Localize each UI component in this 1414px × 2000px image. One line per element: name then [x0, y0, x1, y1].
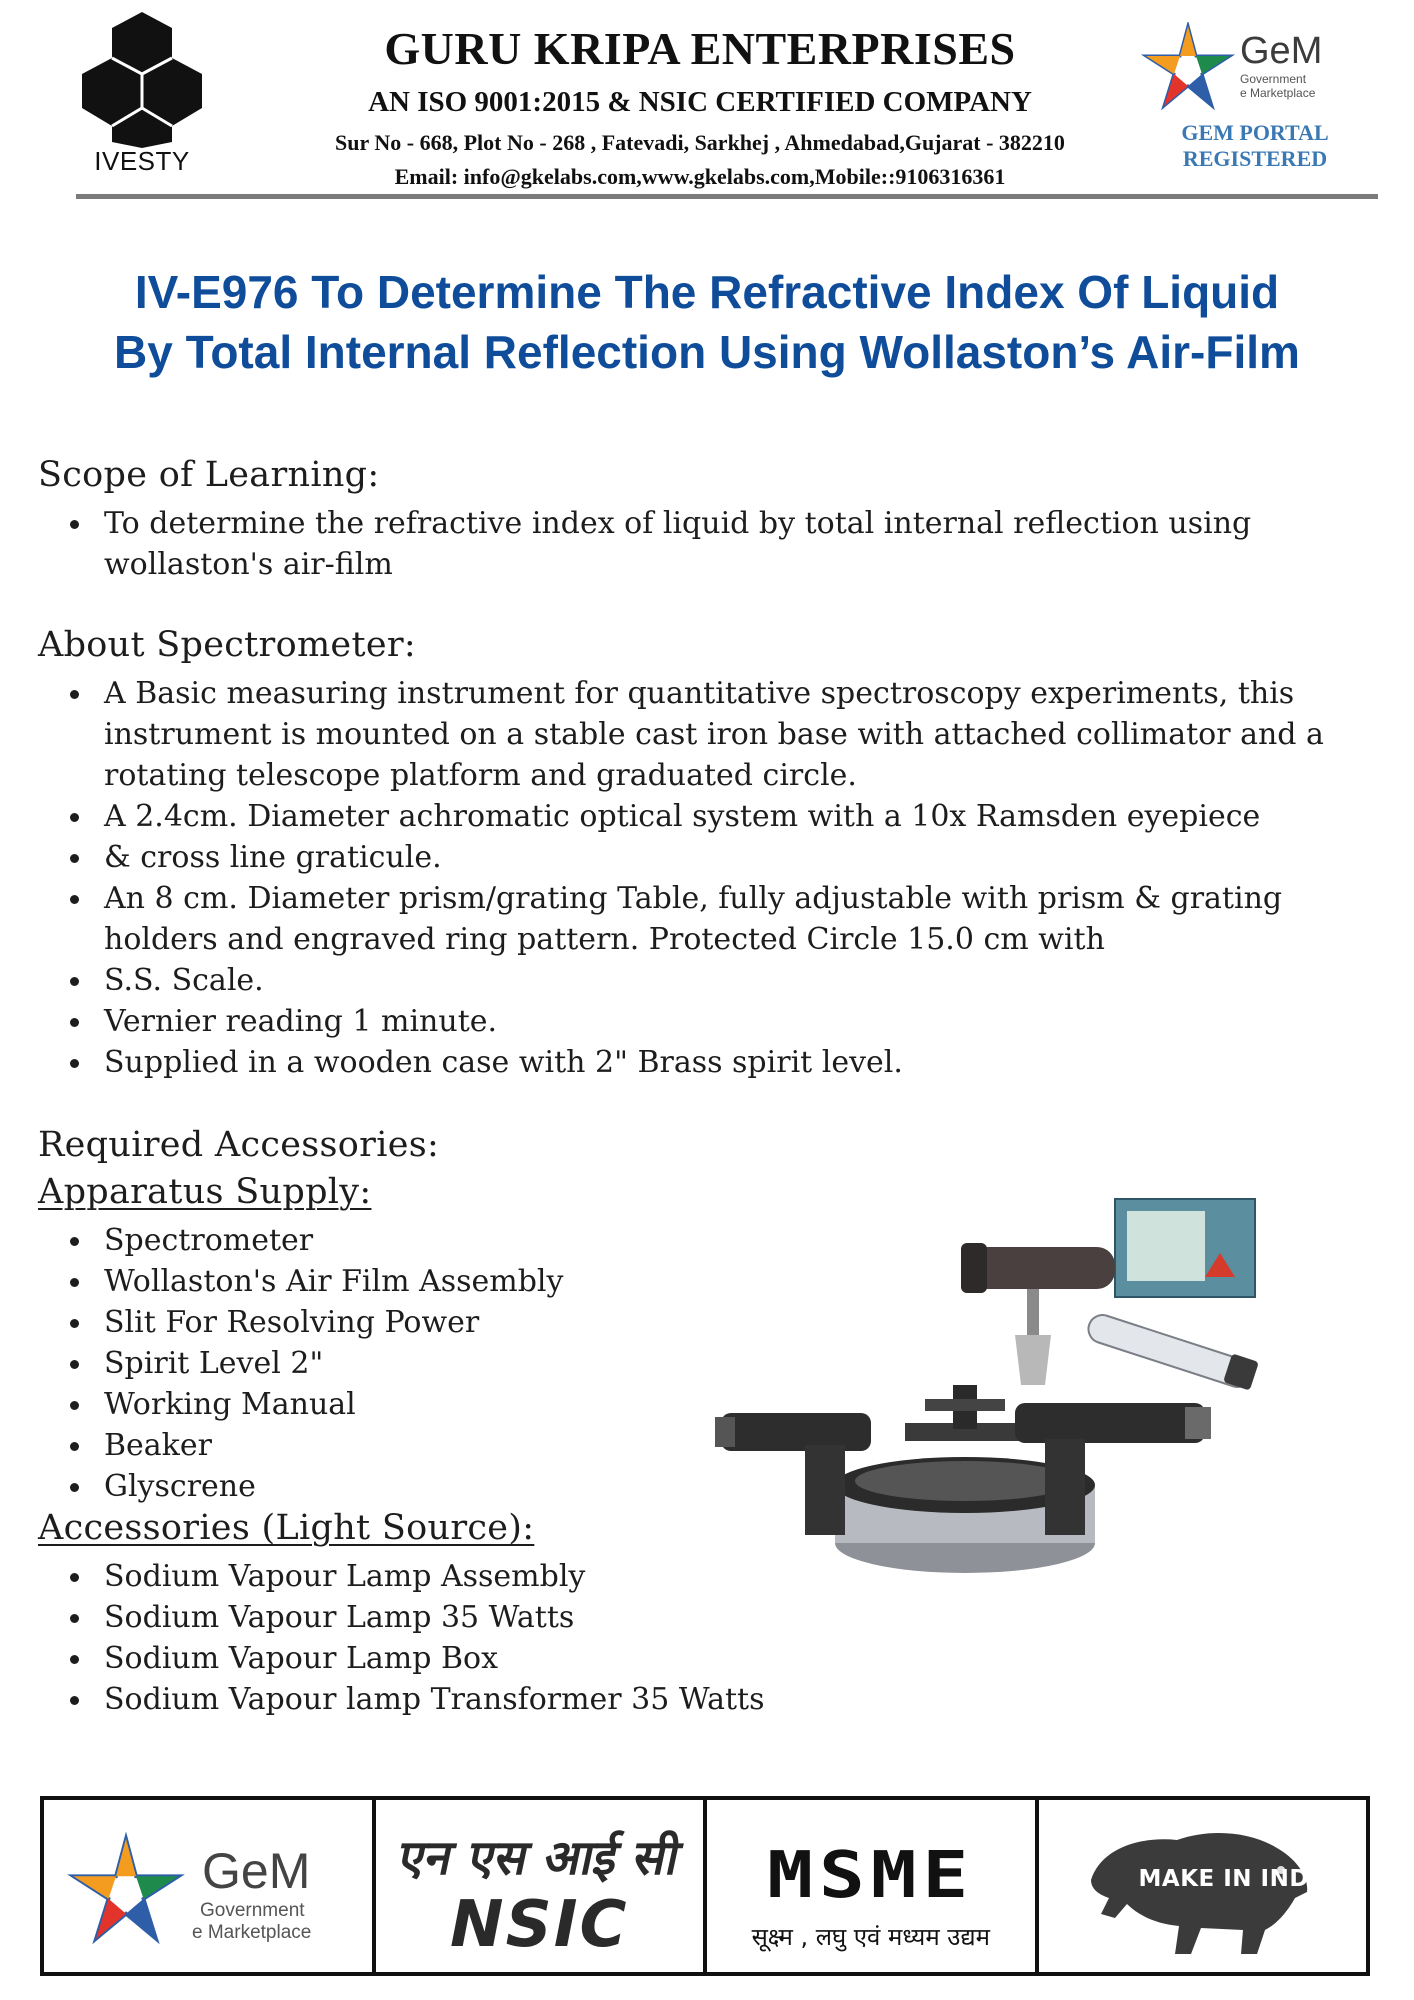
spectrometer-illustration [715, 1185, 1280, 1605]
footer-logo-strip [40, 1796, 1370, 1976]
gem-portal-line2: REGISTERED [1182, 146, 1328, 171]
gem-star-icon [1140, 22, 1236, 112]
list-item: A Basic measuring instrument for quantitative spectroscopy experiments, this instrument is mounted on a stable cast iron base with attached collimator and a rotating telescope platform and graduated circle. [62, 673, 1382, 796]
gem-header-logo [1140, 22, 1360, 182]
list-item: Slit For Resolving Power [62, 1302, 702, 1343]
footer-msme-logo [707, 1800, 1039, 1972]
company-name: GURU KRIPA ENTERPRISES [384, 23, 1016, 74]
list-item: & cross line graticule. [62, 837, 1382, 878]
list-item: Sodium Vapour Lamp Box [62, 1638, 882, 1679]
title-line-1: IV-E976 To Determine The Refractive Index Of Liquid [134, 266, 1280, 318]
scope-heading: Scope of Learning: [38, 455, 380, 495]
nsic-hindi-text: एन एस आई सी [393, 1830, 685, 1886]
list-item: Spirit Level 2" [62, 1343, 702, 1384]
gem-header-sub2: e Marketplace [1240, 86, 1316, 100]
apparatus-list [62, 1220, 702, 1507]
list-item: S.S. Scale. [62, 960, 1382, 1001]
gem-header-word: GeM [1240, 30, 1323, 72]
spectrometer-product-image [715, 1185, 1280, 1605]
msme-text: MSME [767, 1836, 975, 1913]
list-item: Wollaston's Air Film Assembly [62, 1261, 702, 1302]
title-line-2: By Total Internal Reflection Using Wollaston’s Air-Film [114, 326, 1300, 378]
gem-portal-badge [1140, 120, 1370, 172]
list-item: Supplied in a wooden case with 2" Brass spirit level. [62, 1042, 1382, 1083]
company-address: Sur No - 668, Plot No - 268 , Fatevadi, Sarkhej , Ahmedabad,Gujarat - 382210 [335, 130, 1065, 155]
footer-gem-sub2: e Marketplace [192, 1922, 312, 1943]
footer-nsic-logo [376, 1800, 708, 1972]
nsic-latin-text: NSIC [450, 1888, 629, 1962]
list-item: An 8 cm. Diameter prism/grating Table, fully adjustable with prism & grating holders and engraved ring pattern. Protected Circle 15.0 cm with [62, 878, 1382, 960]
list-item: Sodium Vapour Lamp 35 Watts [62, 1597, 882, 1638]
list-item: Spectrometer [62, 1220, 702, 1261]
light-source-heading: Accessories (Light Source): [38, 1508, 535, 1548]
document-title [60, 262, 1354, 382]
list-item: Sodium Vapour lamp Transformer 35 Watts [62, 1679, 882, 1720]
ivesty-cube-icon [72, 8, 212, 148]
list-item: Beaker [62, 1425, 702, 1466]
list-item: Vernier reading 1 minute. [62, 1001, 1382, 1042]
company-tagline: AN ISO 9001:2015 & NSIC CERTIFIED COMPANY [368, 86, 1032, 118]
footer-make-in-india-logo [1039, 1800, 1367, 1972]
letterhead [0, 0, 1414, 205]
ivesty-logo-text: IVESTY [94, 146, 190, 176]
list-item: A 2.4cm. Diameter achromatic optical system with a 10x Ramsden eyepiece [62, 796, 1382, 837]
footer-gem-word: GeM [202, 1843, 311, 1899]
apparatus-heading: Apparatus Supply: [38, 1172, 372, 1212]
scope-list [62, 503, 1352, 585]
list-item: To determine the refractive index of liquid by total internal reflection using wollaston's air-film [62, 503, 1352, 585]
list-item: Working Manual [62, 1384, 702, 1425]
list-item: Glyscrene [62, 1466, 702, 1507]
gem-star-icon [66, 1830, 186, 1950]
gem-portal-line1: GEM PORTAL [1181, 120, 1329, 145]
footer-gem-sub1: Government [200, 1900, 305, 1921]
accessories-heading: Required Accessories: [38, 1125, 440, 1165]
gem-header-sub1: Government [1240, 72, 1307, 86]
make-in-india-text: MAKE IN INDIA [1138, 1866, 1337, 1892]
company-contact: Email: info@gkelabs.com,www.gkelabs.com,Mobile::9106316361 [394, 164, 1006, 189]
spectrometer-heading: About Spectrometer: [38, 625, 416, 665]
spectrometer-list [62, 673, 1382, 1083]
msme-hindi-text: सूक्ष्म , लघु एवं मध्यम उद्यम [751, 1923, 990, 1951]
ivesty-logo [72, 8, 212, 178]
list-item: Sodium Vapour Lamp Assembly [62, 1556, 882, 1597]
footer-gem-logo [44, 1800, 376, 1972]
header-divider [76, 194, 1378, 199]
